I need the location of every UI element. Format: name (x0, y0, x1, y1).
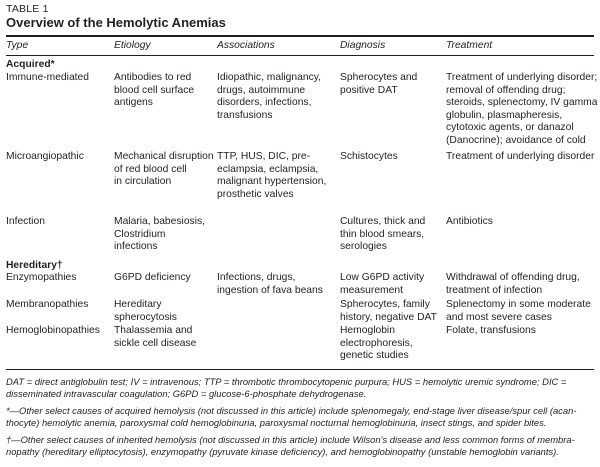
footnote-abbreviations: DAT = direct antiglobulin test; IV = intravenous; TTP = thrombotic thrombocytopenic purpura; HUS = hemolytic uremic syndrome; DIC = disseminated intravascular coagulation; G6PD = glucose-6-phosphate dehydrogenase. (6, 376, 567, 400)
bottom-rule (6, 369, 594, 370)
row-treatment: Folate, transfusions (446, 325, 536, 336)
row-etiology: Mechanical disruption of red blood cell in circulation (114, 151, 214, 188)
row-treatment: Splenectomy in some moderate and most severe cases (446, 299, 591, 323)
header-diagnosis: Diagnosis (340, 40, 386, 51)
row-treatment: Antibiotics (446, 216, 493, 227)
row-type: Enzymopathies (6, 272, 77, 283)
row-associations: TTP, HUS, DIC, pre- eclampsia, eclampsia, malignant hypertension, prosthetic valves (217, 151, 327, 200)
row-type: Hemoglobinopathies (6, 325, 100, 336)
footnote-hereditary: †—Other select causes of inherited hemolysis (not discussed in this article) include Wilson’s disease and less common forms of membra- nopathy (hereditary elliptocytosis), enzymopathy (pyruvate kinase deficiency), and hemoglobinopathy (unstable hemoglobin variants). (6, 434, 575, 458)
table-title: Overview of the Hemolytic Anemias (6, 15, 226, 30)
row-treatment: Treatment of underlying disorder (446, 151, 595, 162)
header-etiology: Etiology (114, 40, 151, 51)
row-type: Immune-mediated (6, 72, 89, 83)
table-label: TABLE 1 (6, 3, 49, 15)
row-etiology: Antibodies to red blood cell surface antigens (114, 72, 195, 109)
row-associations: Idiopathic, malignancy, drugs, autoimmune disorders, infections, transfusions (217, 72, 321, 121)
row-etiology: Malaria, babesiosis, Clostridium infections (114, 216, 205, 253)
row-diagnosis: Hemoglobin electrophoresis, genetic studies (340, 325, 413, 362)
header-associations: Associations (217, 40, 275, 51)
row-etiology: Hereditary spherocytosis (114, 299, 177, 323)
row-diagnosis: Cultures, thick and thin blood smears, serologies (340, 216, 426, 253)
section-acquired: Acquired* (6, 59, 55, 70)
row-type: Membranopathies (6, 299, 89, 310)
row-etiology: G6PD deficiency (114, 272, 191, 283)
row-diagnosis: Spherocytes, family history, negative DAT (340, 299, 437, 323)
top-rule (6, 35, 594, 37)
row-etiology: Thalassemia and sickle cell disease (114, 325, 197, 349)
header-rule (6, 55, 594, 56)
row-diagnosis: Spherocytes and positive DAT (340, 72, 418, 96)
row-diagnosis: Low G6PD activity measurement (340, 272, 425, 296)
section-hereditary: Hereditary† (6, 260, 63, 271)
row-diagnosis: Schistocytes (340, 151, 398, 162)
row-type: Microangiopathic (6, 151, 84, 162)
row-type: Infection (6, 216, 45, 227)
header-type: Type (6, 40, 29, 51)
row-treatment: Treatment of underlying disorder; removal of offending drug; steroids, splenectomy, IV gamma globulin, plasmapheresis, cytotoxic agents, or danazol (Danocrine); avoidance of cold (446, 72, 598, 146)
header-treatment: Treatment (446, 40, 493, 51)
row-treatment: Withdrawal of offending drug, treatment of infection (446, 272, 580, 296)
footnote-acquired: *—Other select causes of acquired hemolysis (not discussed in this article) include splenomegaly, end-stage liver disease/spur cell (acan- thocyte) hemolytic anemia, paroxysmal cold hemoglobinuria, paroxysmal nocturnal hemoglobinuria, insect stings, and spider bites. (6, 405, 577, 429)
row-associations: Infections, drugs, ingestion of fava beans (217, 272, 323, 296)
